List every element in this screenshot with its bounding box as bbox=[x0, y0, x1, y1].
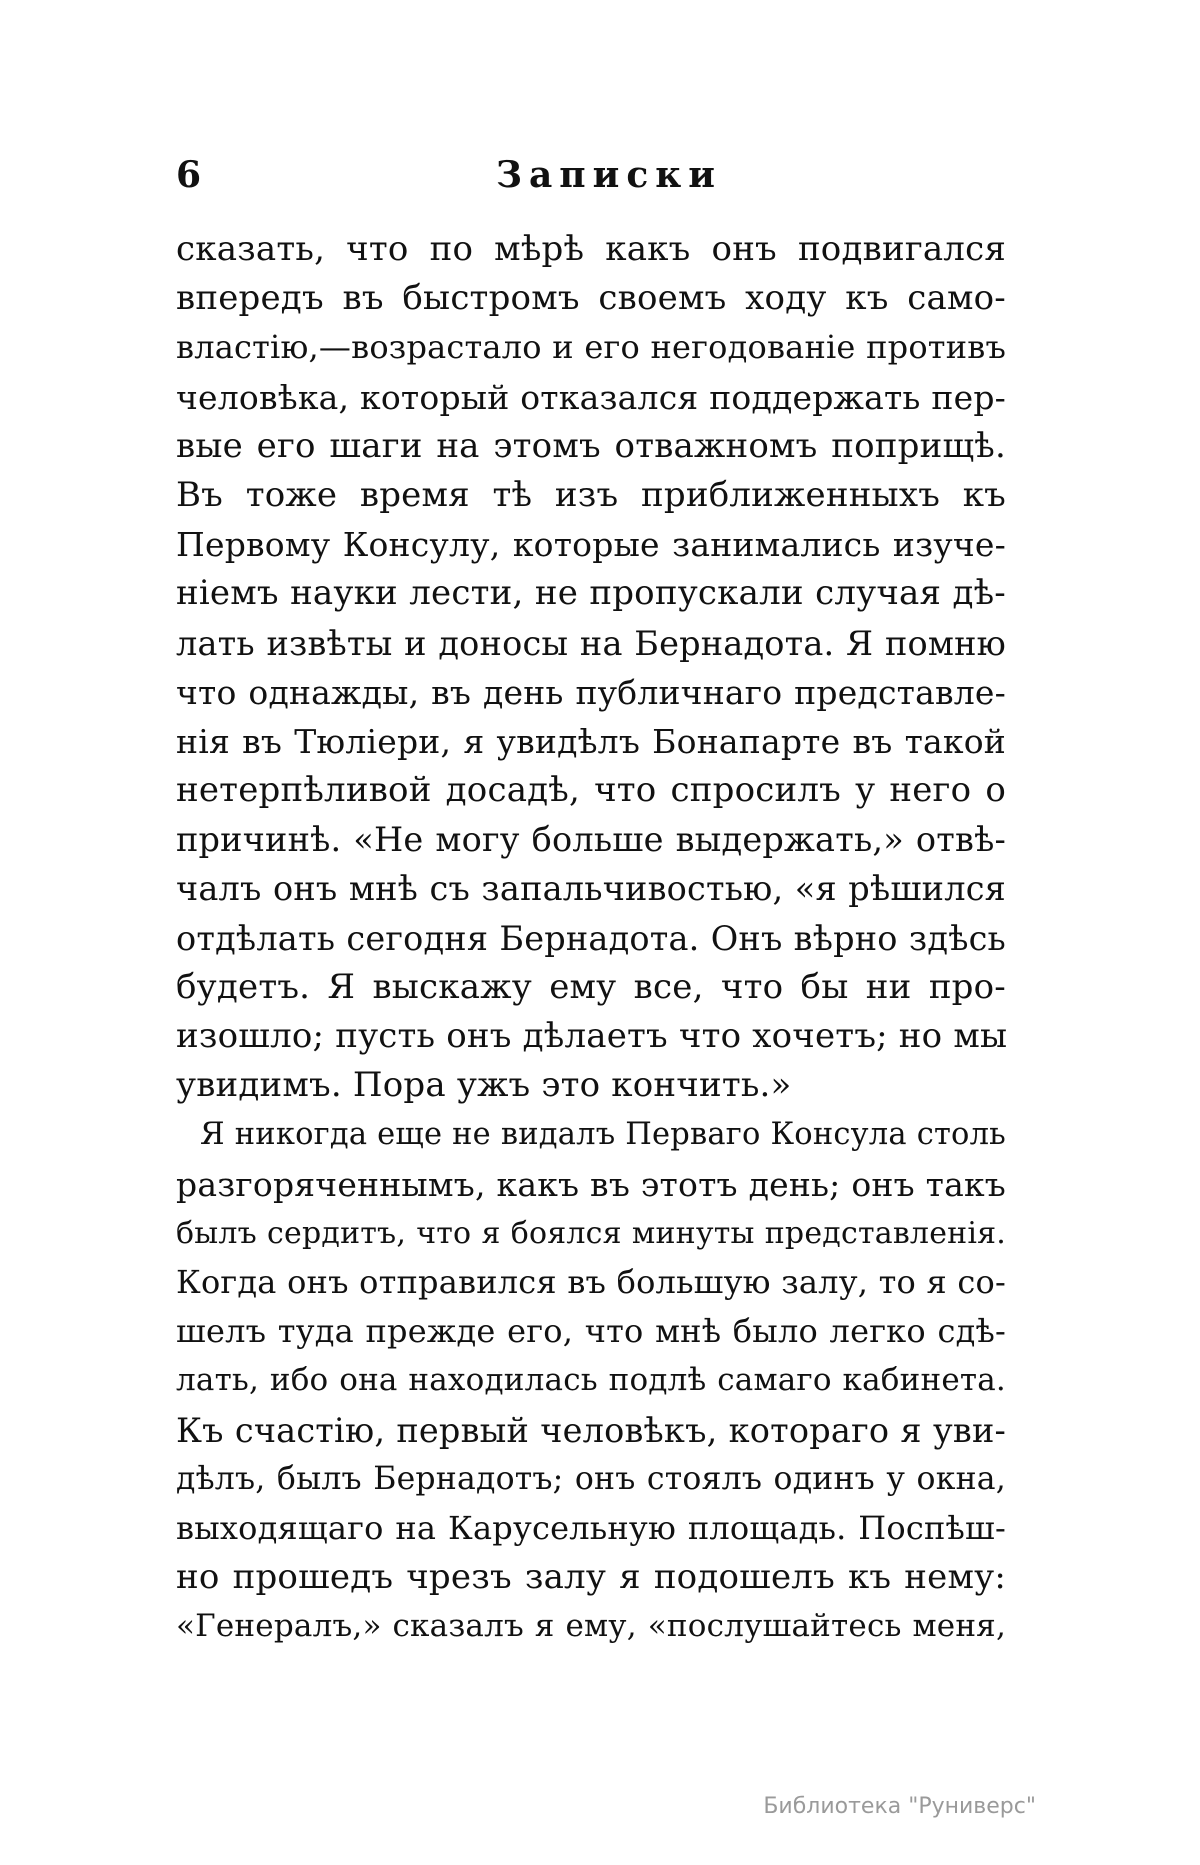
text-line: лать, ибо она находилась подлѣ самаго кабинета. bbox=[176, 1362, 1006, 1399]
text-line: что однажды, въ день публичнаго представле- bbox=[176, 672, 1006, 712]
text-line: впередъ въ быстромъ своемъ ходу къ само- bbox=[176, 278, 1006, 319]
text-line: былъ сердитъ, что я боялся минуты представленія. bbox=[176, 1215, 1006, 1251]
text-line: Въ тоже время тѣ изъ приближенныхъ къ bbox=[176, 474, 1006, 515]
text-line: разгоряченнымъ, какъ въ этотъ день; онъ такъ bbox=[176, 1164, 1006, 1204]
text-line: сказать, что по мѣрѣ какъ онъ подвигался bbox=[176, 229, 1006, 269]
text-line: «Генералъ,» сказалъ я ему, «послушайтесь меня, bbox=[176, 1608, 1006, 1645]
text-line: причинѣ. «Не могу больше выдержать,» отвѣ- bbox=[176, 820, 1006, 860]
running-title: Записки bbox=[496, 154, 722, 196]
text-line: Когда онъ отправился въ большую залу, то я со- bbox=[176, 1262, 1006, 1301]
text-line: отдѣлать сегодня Бернадота. Онъ вѣрно здѣсь bbox=[176, 918, 1006, 958]
page-number: 6 bbox=[176, 154, 202, 196]
text-line: выходящаго на Карусельную площадь. Поспѣш- bbox=[176, 1508, 1006, 1547]
text-line: Первому Консулу, которые занимались изуче- bbox=[176, 525, 1006, 565]
text-line: шелъ туда прежде его, что мнѣ было легко сдѣ- bbox=[176, 1312, 1006, 1351]
text-line: лать извѣты и доносы на Бернадота. Я помню bbox=[176, 623, 1006, 663]
text-line: человѣка, который отказался поддержать пер- bbox=[176, 377, 1006, 417]
text-line: нетерпѣливой досадѣ, что спросилъ у него о bbox=[176, 770, 1006, 811]
text-line: вые его шаги на этомъ отважномъ поприщѣ. bbox=[176, 425, 1006, 466]
page-header bbox=[176, 150, 1006, 200]
text-line: чалъ онъ мнѣ съ запальчивостью, «я рѣшился bbox=[176, 869, 1006, 909]
text-line: изошло; пусть онъ дѣлаетъ что хочетъ; но мы bbox=[176, 1016, 1008, 1056]
text-line: ніемъ науки лести, не пропускали случая дѣ- bbox=[176, 573, 1006, 614]
text-line: Къ счастію, первый человѣкъ, котораго я уви- bbox=[176, 1410, 1006, 1450]
text-line: увидимъ. Пора ужъ это кончить.» bbox=[176, 1065, 792, 1106]
text-line: Я никогда еще не видалъ Перваго Консула столь bbox=[200, 1117, 1006, 1153]
text-line: будетъ. Я выскажу ему все, что бы ни про- bbox=[176, 966, 1006, 1007]
library-watermark: Библиотека "Руниверс" bbox=[763, 1794, 1036, 1819]
text-line: но прошедъ чрезъ залу я подошелъ къ нему: bbox=[176, 1557, 1006, 1598]
text-body bbox=[176, 225, 1006, 1651]
text-line: дѣлъ, былъ Бернадотъ; онъ стоялъ одинъ у окна, bbox=[176, 1460, 1006, 1497]
text-line: властію,—возрастало и его негодованіе противъ bbox=[176, 328, 1006, 367]
text-line: нія въ Тюліери, я увидѣлъ Бонапарте въ такой bbox=[176, 721, 1006, 761]
